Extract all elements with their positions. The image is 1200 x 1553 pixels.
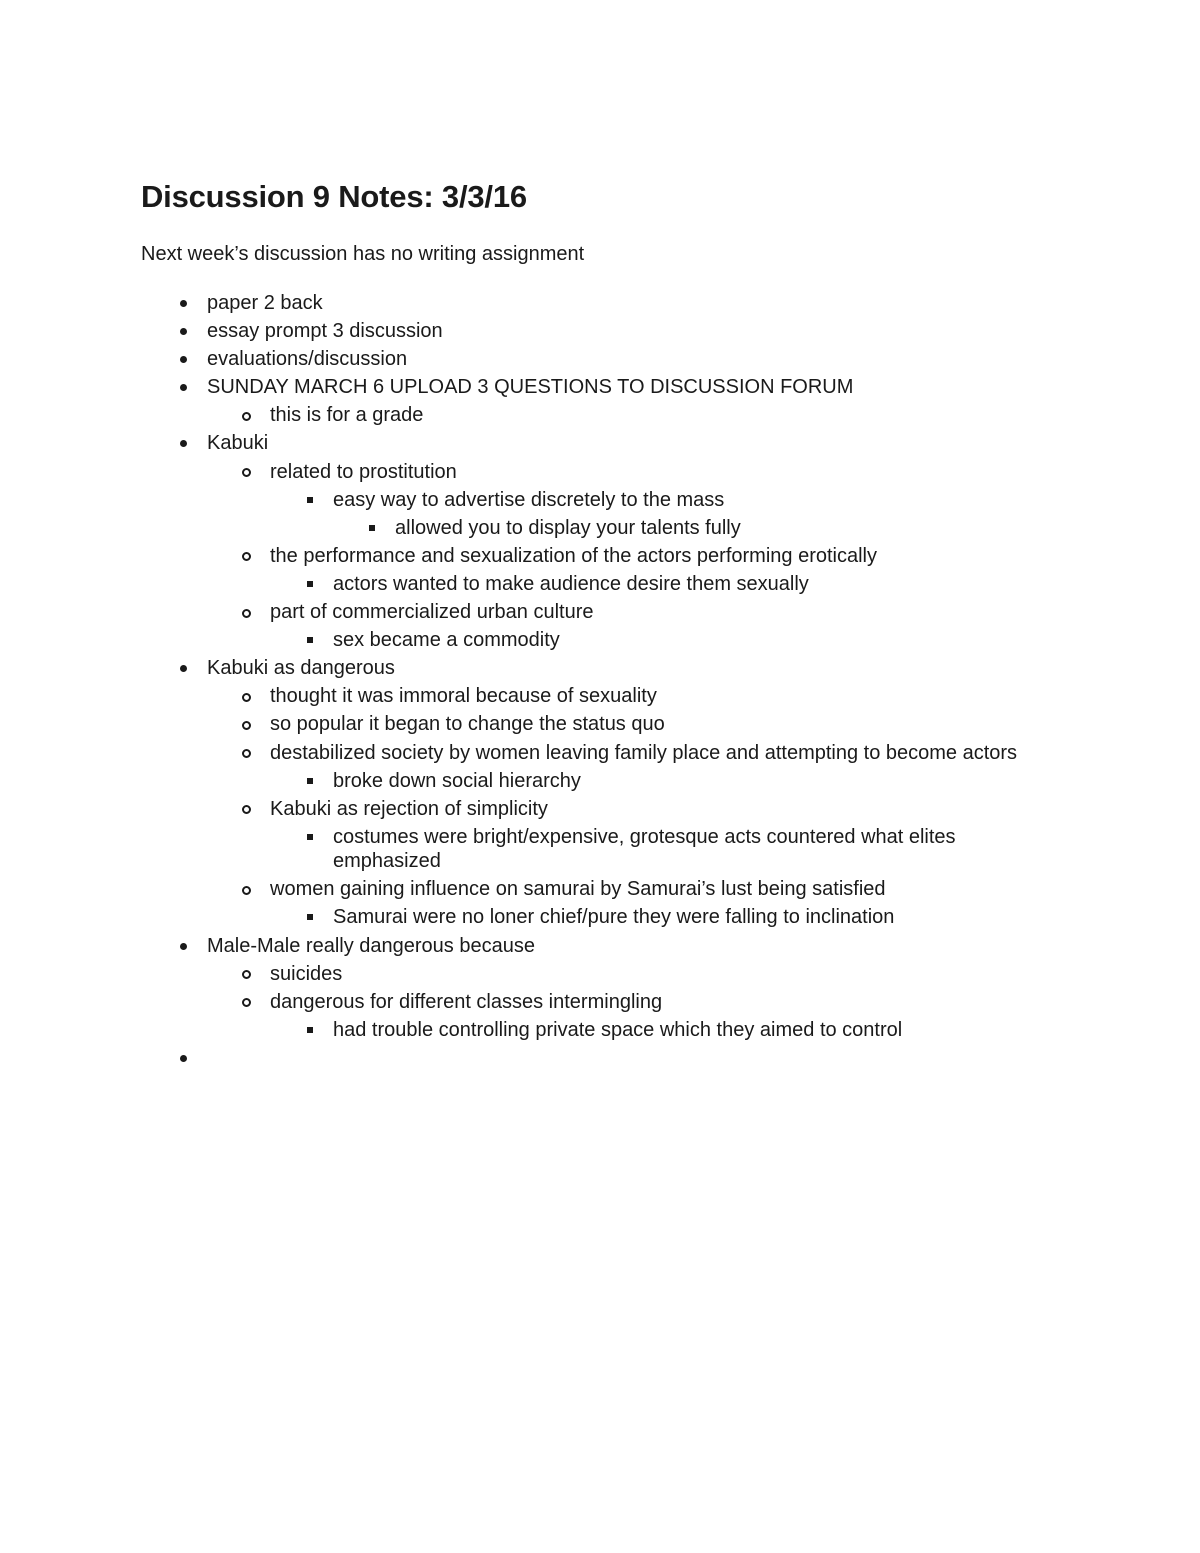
intro-text: Next week’s discussion has no writing assignment: [141, 243, 585, 265]
square-bullet-icon: [307, 778, 313, 784]
list-item: allowed you to display your talents fully: [0, 516, 1055, 541]
list-item: Kabuki as dangerous: [0, 656, 1057, 681]
square-bullet-icon: [307, 914, 313, 920]
list-item: sex became a commodity: [0, 628, 1053, 653]
filled-bullet-icon: [180, 300, 187, 307]
list-item: suicides: [0, 962, 1050, 987]
list-item: SUNDAY MARCH 6 UPLOAD 3 QUESTIONS TO DISCUSSION FORUM: [0, 375, 1057, 400]
square-bullet-icon: [307, 1027, 313, 1033]
hollow-bullet-icon: [242, 552, 251, 561]
hollow-bullet-icon: [242, 998, 251, 1007]
filled-bullet-icon: [180, 356, 187, 363]
list-item: Kabuki: [0, 431, 1057, 456]
document-title: Discussion 9 Notes: 3/3/16: [141, 179, 527, 214]
filled-bullet-icon: [180, 1055, 187, 1062]
list-item: broke down social hierarchy: [0, 769, 1053, 794]
hollow-bullet-icon: [242, 468, 251, 477]
hollow-bullet-icon: [242, 693, 251, 702]
filled-bullet-icon: [180, 665, 187, 672]
square-bullet-icon: [307, 581, 313, 587]
list-item: Kabuki as rejection of simplicity: [0, 797, 1050, 822]
list-item: destabilized society by women leaving family place and attempting to become actors: [0, 741, 1050, 766]
list-item: related to prostitution: [0, 460, 1050, 485]
list-item: dangerous for different classes intermingling: [0, 990, 1050, 1015]
list-item: essay prompt 3 discussion: [0, 319, 1057, 344]
filled-bullet-icon: [180, 440, 187, 447]
list-item: Samurai were no loner chief/pure they were falling to inclination: [0, 905, 1053, 930]
list-item: this is for a grade: [0, 403, 1050, 428]
hollow-bullet-icon: [242, 970, 251, 979]
hollow-bullet-icon: [242, 412, 251, 421]
square-bullet-icon: [307, 834, 313, 840]
list-item: evaluations/discussion: [0, 347, 1057, 372]
empty-list-item: [0, 1046, 1057, 1071]
list-item: Male-Male really dangerous because: [0, 934, 1057, 959]
list-item: had trouble controlling private space which they aimed to control: [0, 1018, 1053, 1043]
filled-bullet-icon: [180, 943, 187, 950]
filled-bullet-icon: [180, 384, 187, 391]
list-item: thought it was immoral because of sexuality: [0, 684, 1050, 709]
list-item: so popular it began to change the status quo: [0, 712, 1050, 737]
hollow-bullet-icon: [242, 886, 251, 895]
list-item: easy way to advertise discretely to the mass: [0, 488, 1053, 513]
list-item: costumes were bright/expensive, grotesque acts countered what elites emphasized: [0, 825, 1053, 874]
square-bullet-icon: [369, 525, 375, 531]
filled-bullet-icon: [180, 328, 187, 335]
list-item: women gaining influence on samurai by Samurai’s lust being satisfied: [0, 877, 1050, 902]
hollow-bullet-icon: [242, 721, 251, 730]
square-bullet-icon: [307, 497, 313, 503]
hollow-bullet-icon: [242, 609, 251, 618]
list-item: part of commercialized urban culture: [0, 600, 1050, 625]
notes-outline: [0, 291, 1200, 1074]
hollow-bullet-icon: [242, 749, 251, 758]
list-item: the performance and sexualization of the actors performing erotically: [0, 544, 1050, 569]
list-item: paper 2 back: [0, 291, 1057, 316]
list-item: actors wanted to make audience desire them sexually: [0, 572, 1053, 597]
square-bullet-icon: [307, 637, 313, 643]
hollow-bullet-icon: [242, 805, 251, 814]
